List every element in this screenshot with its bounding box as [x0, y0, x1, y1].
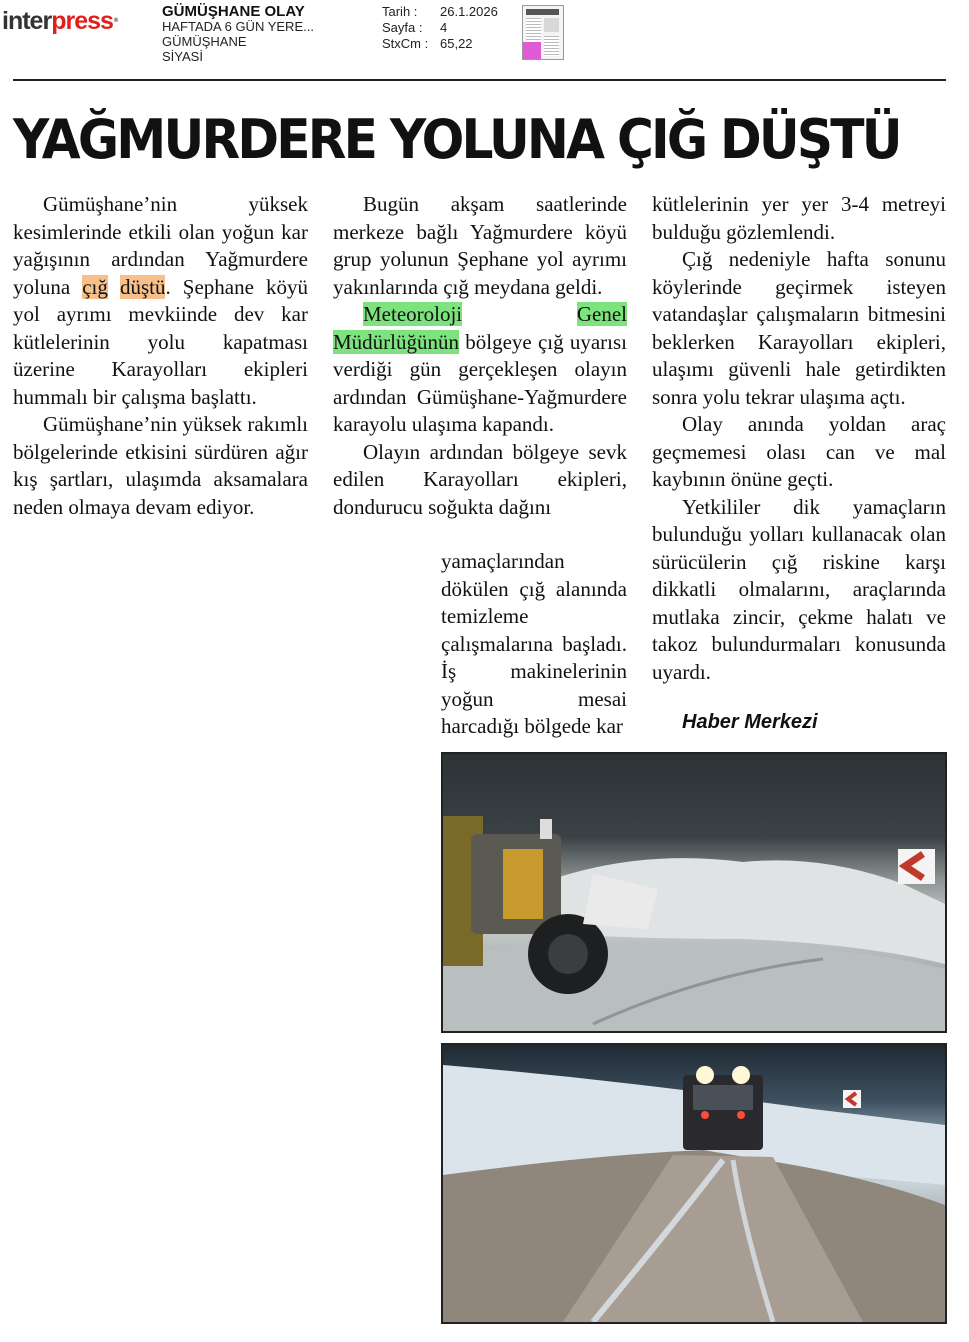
page-thumbnail[interactable]	[522, 5, 564, 60]
paragraph: kütlelerinin yer yer 3-4 metreyi bulduğu gözlemlendi.	[652, 192, 946, 244]
paragraph: Bugün akşam saatlerinde merkeze bağlı Yağmurdere köyü grup yolunun Şephane yol ayrımı yakınlarında çığ meydana geldi.	[333, 192, 627, 299]
meta-value: 26.1.2026	[440, 4, 498, 19]
paragraph: Olay anında yoldan araç geçmemesi olası can ve mal kaybının önüne geçti.	[652, 412, 946, 491]
logo-mark: ®	[113, 18, 118, 24]
clipping-meta	[382, 4, 498, 52]
paragraph: Meteoroloji Genel Müdürlüğünün bölgeye çığ uyarısı verdiği gün gerçekleşen olayın ardından Gümüşhane-Yağmurdere karayolu ulaşıma kapandı.	[333, 302, 627, 436]
logo-part1: inter	[2, 7, 52, 35]
meta-row-page	[382, 20, 498, 36]
meta-label: StxCm :	[382, 36, 429, 51]
highlight-term: Meteoroloji	[363, 302, 463, 326]
interpress-logo	[2, 6, 117, 36]
paragraph: Gümüşhane’nin yüksek rakımlı bölgelerinde etkisini sürdüren ağır kış şartları, ulaşımda aksamalara neden olmaya devam ediyor.	[13, 412, 308, 519]
paragraph: Olayın ardından bölgeye sevk edilen Karayolları ekipleri, dondurucu soğukta dağını	[333, 439, 627, 519]
article-column-3	[652, 191, 946, 686]
highlight-term: çığ	[82, 274, 108, 299]
logo-part2: press	[51, 7, 113, 35]
meta-row-date	[382, 4, 498, 20]
article-column-2	[333, 191, 627, 521]
byline: Haber Merkezi	[682, 711, 818, 733]
paragraph: Gümüşhane’nin yüksek kesimlerinde etkili olan yoğun kar yağışının ardından Yağmurdere yoluna çığ düştü. Şephane köyü yol ayrımı mevkiinde dev kar kütlelerinin yolu kapatması üzerine Karayolları ekipleri hummalı bir çalışma başlattı.	[13, 192, 309, 409]
highlight-term: Genel	[576, 302, 627, 326]
meta-label: Sayfa :	[382, 20, 423, 35]
article-column-2-continued	[441, 548, 627, 741]
article-column-1	[13, 191, 308, 521]
publication-category: SİYASİ	[162, 49, 203, 64]
publication-frequency: HAFTADA 6 GÜN YERE...	[162, 19, 314, 34]
meta-label: Tarih :	[382, 4, 418, 19]
paragraph: Yetkililer dik yamaçların bulunduğu yolları kullanacak olan sürücülerin çığ riskine karşı dikkatli olmalarını, araçlarında mutlaka zincir, çekme halatı ve takoz bulundurmaları konusunda uyardı.	[652, 494, 946, 684]
highlight-term: Müdürlüğünün	[333, 329, 459, 354]
paragraph: yamaçlarından dökülen çığ alanında temizleme çalışmalarına başladı. İş makinelerinin yoğun mesai harcadığı bölgede kar	[441, 549, 627, 738]
night-snowplow-photo	[441, 752, 947, 1033]
publication-info	[162, 4, 314, 64]
article-headline: YAĞMURDERE YOLUNA ÇIĞ DÜŞTÜ	[13, 108, 900, 171]
publication-name: GÜMÜŞHANE OLAY	[162, 3, 305, 20]
highlight-term: düştü	[119, 274, 166, 299]
meta-value: 65,22	[440, 36, 473, 51]
publication-city: GÜMÜŞHANE	[162, 34, 247, 49]
snow-covered-road-photo	[441, 1043, 947, 1324]
paragraph: Çığ nedeniyle hafta sonunu köylerinde geçirmek isteyen vatandaşlar çalışmaların bitmesini beklerken Karayolları ekipleri, ulaşımı güvenli hale getirdikten sonra yolu tekrar ulaşıma açtı.	[652, 247, 946, 409]
header-divider	[13, 79, 946, 81]
meta-value: 4	[440, 20, 448, 35]
meta-row-stxcm	[382, 36, 498, 52]
